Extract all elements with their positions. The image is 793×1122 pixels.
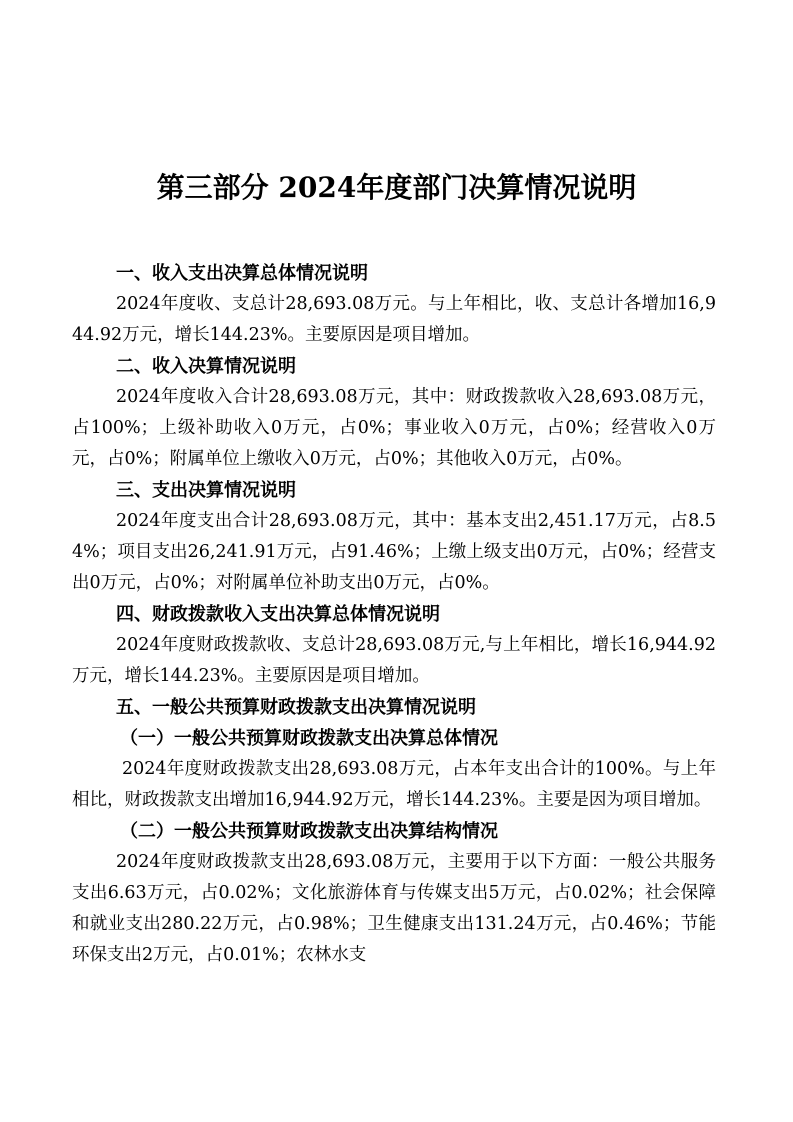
- subsection-heading-5-1: （一）一般公共预算财政拨款支出决算总体情况: [120, 728, 498, 749]
- section-text-3: 2024年度支出合计28,693.08万元，其中：基本支出2,451.17万元，占8.54%；项目支出26,241.91万元，占91.46%；上缴上级支出0万元，占0%；经营支出0万元，占0%；对附属单位补助支出0万元，占0%。: [72, 511, 716, 593]
- section-heading-5: 五、一般公共预算财政拨款支出决算情况说明: [116, 697, 476, 718]
- subsection-text-5-2: 2024年度财政拨款支出28,693.08万元，主要用于以下方面：一般公共服务支出6.63万元，占0.02%；文化旅游体育与传媒支出5万元，占0.02%；社会保障和就业支出280.22万元，占0.98%；卫生健康支出131.24万元，占0.46%；节能环保支出2万元，占0.01%；农林水支: [72, 852, 716, 965]
- subsection-heading-5-2: （二）一般公共预算财政拨款支出决算结构情况: [120, 821, 498, 842]
- document-body: [72, 258, 716, 971]
- section-heading-3: 三、支出决算情况说明: [116, 480, 296, 501]
- document-title: 第三部分 2024年度部门决算情况说明: [156, 171, 637, 204]
- section-text-1: 2024年度收、支总计28,693.08万元。与上年相比，收、支总计各增加16,944.92万元，增长144.23%。主要原因是项目增加。: [72, 294, 716, 345]
- section-heading-4: 四、财政拨款收入支出决算总体情况说明: [116, 604, 440, 625]
- subsection-text-5-1: 2024年度财政拨款支出28,693.08万元，占本年支出合计的100%。与上年相比，财政拨款支出增加16,944.92万元，增长144.23%。主要是因为项目增加。: [72, 759, 716, 810]
- section-text-2: 2024年度收入合计28,693.08万元，其中：财政拨款收入28,693.08万元，占100%；上级补助收入0万元，占0%；事业收入0万元，占0%；经营收入0万元，占0%；附属单位上缴收入0万元，占0%；其他收入0万元，占0%。: [72, 387, 716, 469]
- section-heading-2: 二、收入决算情况说明: [116, 356, 296, 377]
- section-text-4: 2024年度财政拨款收、支总计28,693.08万元,与上年相比，增长16,944.92万元，增长144.23%。主要原因是项目增加。: [72, 635, 716, 686]
- section-heading-1: 一、收入支出决算总体情况说明: [116, 263, 368, 284]
